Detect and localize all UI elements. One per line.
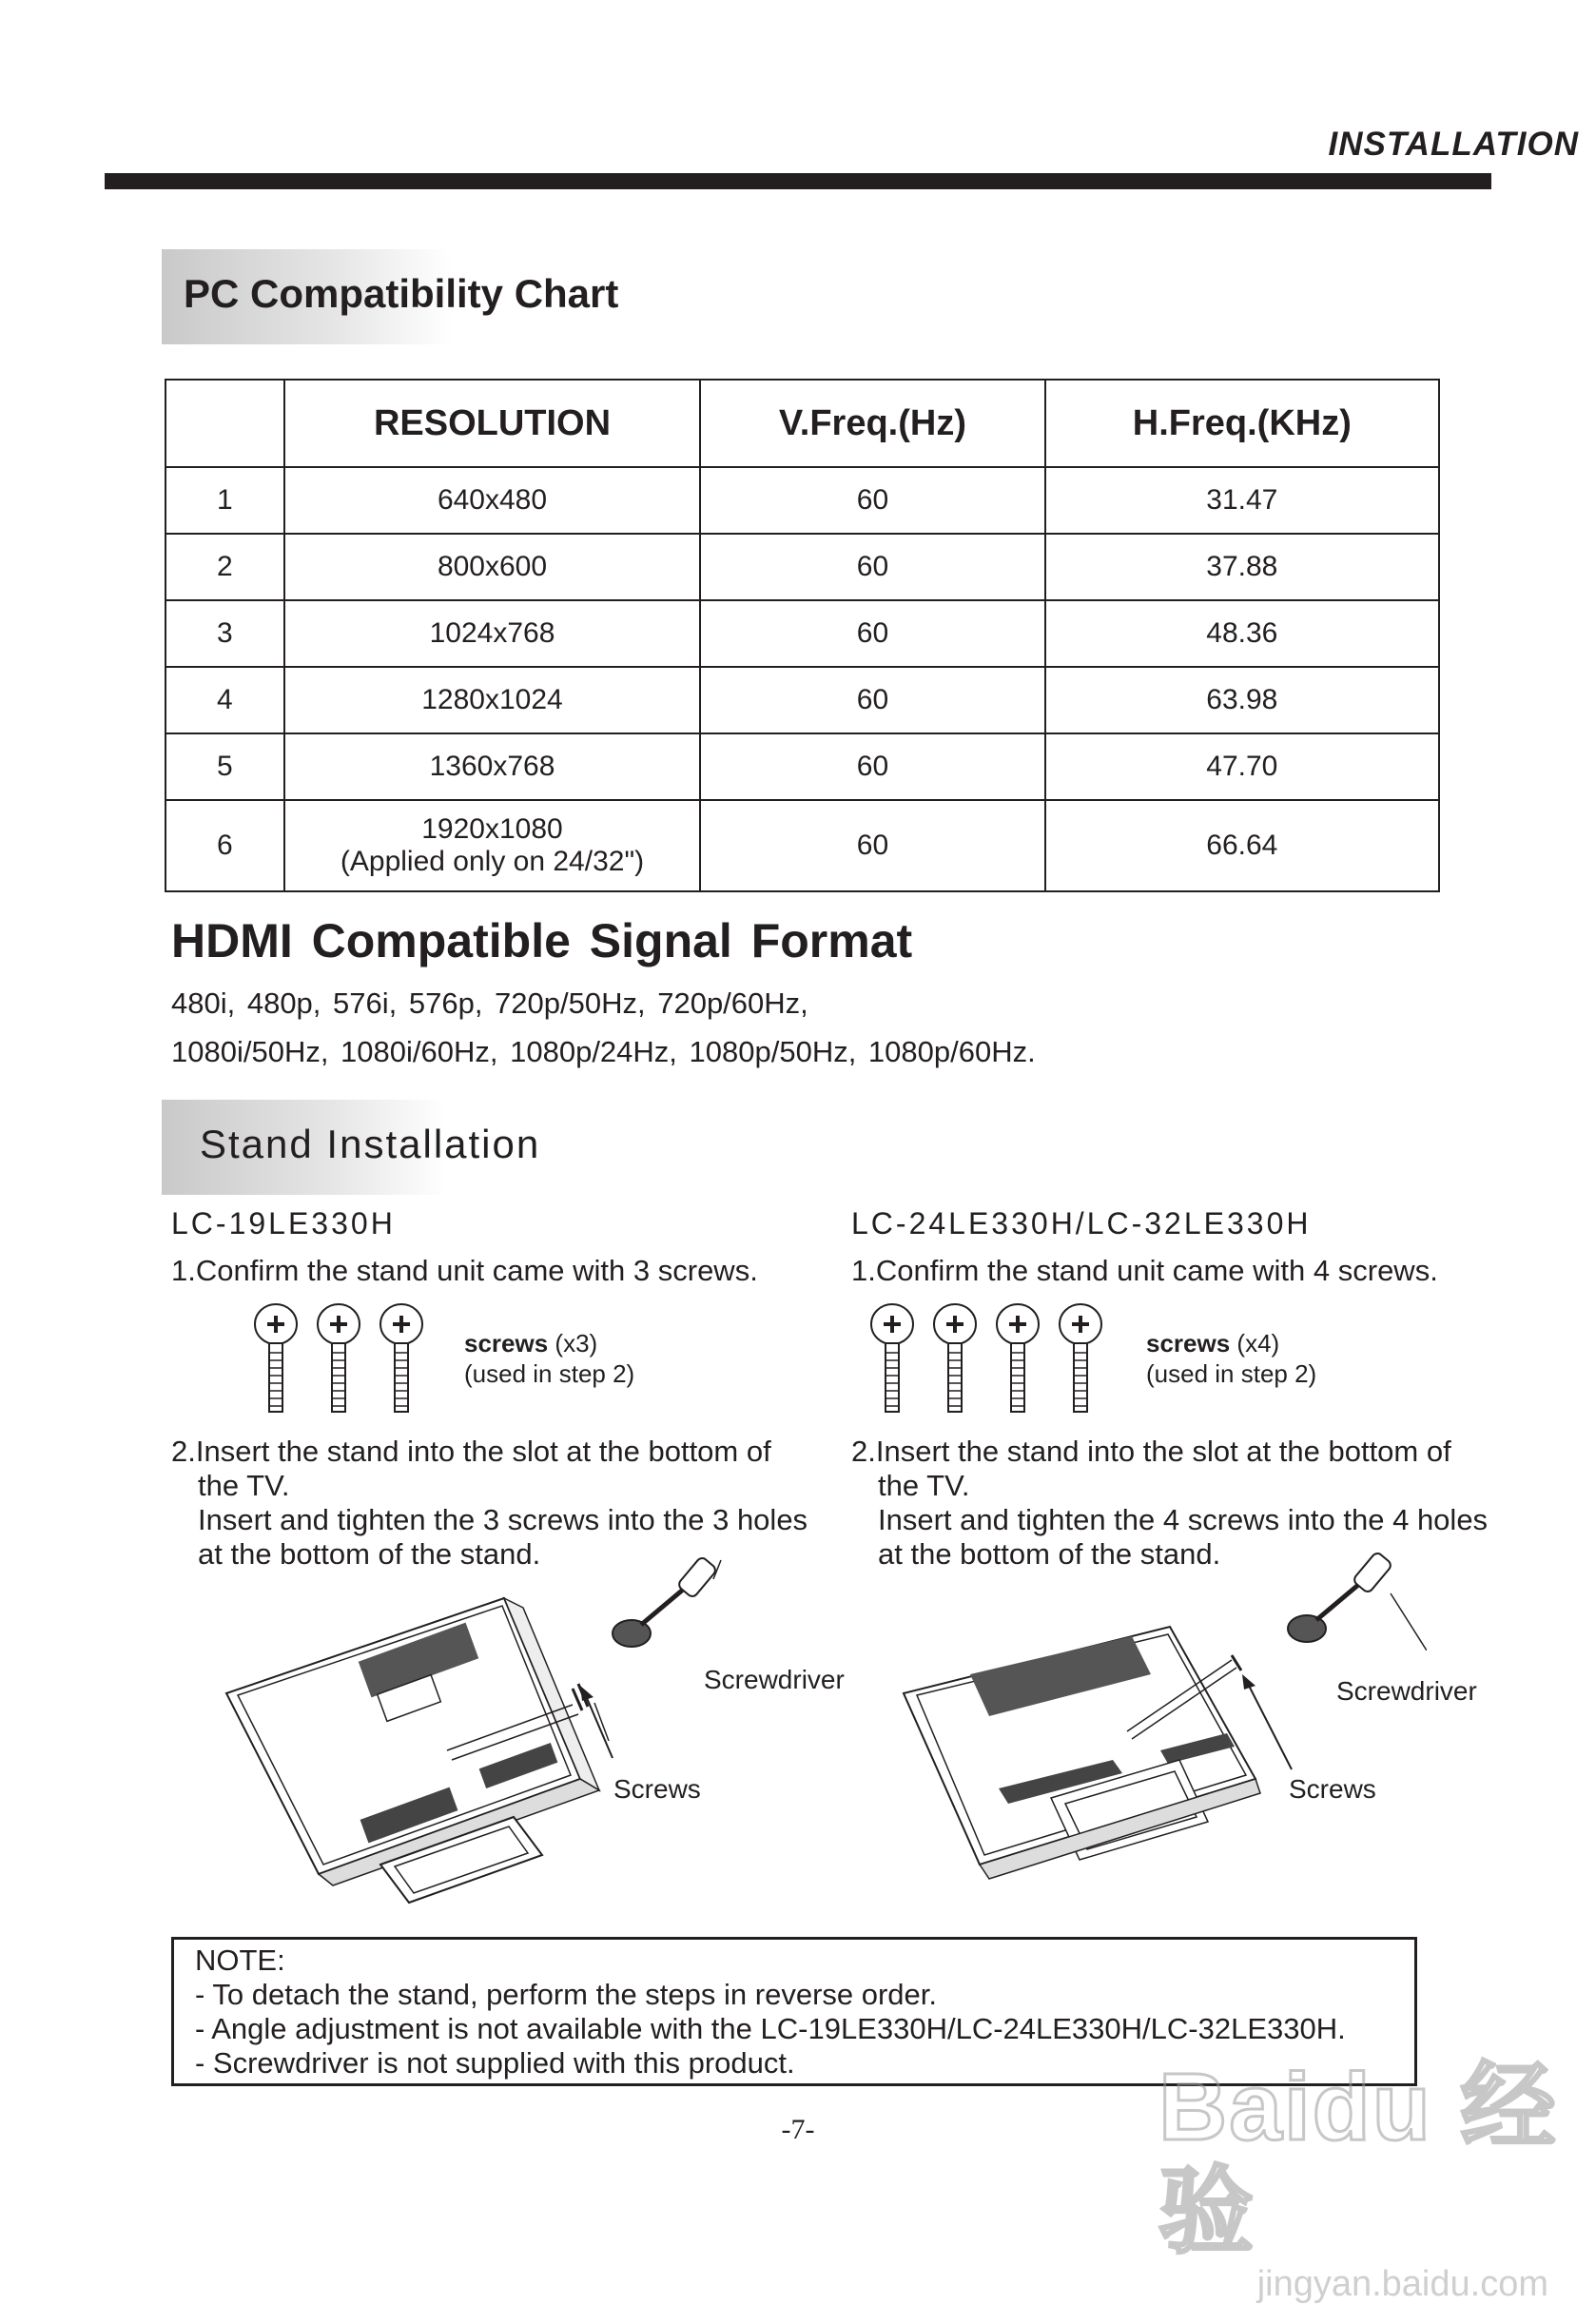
pc-compatibility-table bbox=[165, 379, 1440, 892]
right-screw-use: (used in step 2) bbox=[1146, 1359, 1317, 1388]
row-number: 1 bbox=[165, 467, 284, 534]
row-number: 4 bbox=[165, 667, 284, 733]
row-resolution: 800x600 bbox=[284, 534, 701, 600]
right-screw-count: (x4) bbox=[1230, 1329, 1280, 1358]
row-hfreq: 47.70 bbox=[1045, 733, 1439, 800]
screw-icon bbox=[871, 1304, 913, 1412]
model-left: LC-19LE330H bbox=[171, 1206, 396, 1240]
hdmi-formats-line-2: 1080i/50Hz, 1080i/60Hz, 1080p/24Hz, 1080p/50Hz, 1080p/60Hz. bbox=[171, 1035, 1036, 1068]
row-hfreq: 31.47 bbox=[1045, 467, 1439, 534]
row-vfreq: 60 bbox=[700, 733, 1044, 800]
row-number: 2 bbox=[165, 534, 284, 600]
row-vfreq: 60 bbox=[700, 800, 1044, 891]
left-step2-line2: the TV. bbox=[198, 1469, 290, 1502]
left-step2-line3: Insert and tighten the 3 screws into the 3 holes bbox=[198, 1503, 808, 1536]
row-vfreq: 60 bbox=[700, 534, 1044, 600]
table-row bbox=[165, 800, 1439, 891]
left-screw-use: (used in step 2) bbox=[464, 1359, 635, 1388]
table-row bbox=[165, 467, 1439, 534]
row-resolution: 1360x768 bbox=[284, 733, 701, 800]
watermark-url: jingyan.baidu.com bbox=[1256, 2264, 1548, 2304]
row-hfreq: 63.98 bbox=[1045, 667, 1439, 733]
screw-icon bbox=[380, 1304, 422, 1412]
screw-icon bbox=[318, 1304, 360, 1412]
hdmi-title: HDMI Compatible Signal Format bbox=[171, 914, 913, 967]
screw-icon bbox=[997, 1304, 1039, 1412]
left-screw-label bbox=[464, 1328, 634, 1389]
note-line: - To detach the stand, perform the steps in reverse order. bbox=[195, 1978, 938, 2011]
row-resolution: 1280x1024 bbox=[284, 667, 701, 733]
table-header-row bbox=[165, 380, 1439, 467]
right-step2-line1: 2.Insert the stand into the slot at the bottom of bbox=[851, 1435, 1451, 1468]
right-step1: 1.Confirm the stand unit came with 4 screws. bbox=[851, 1254, 1438, 1287]
column-header-vfreq: V.Freq.(Hz) bbox=[700, 380, 1044, 467]
left-screws-arrow-icon bbox=[571, 1684, 628, 1769]
right-callout-screws: Screws bbox=[1289, 1774, 1376, 1804]
table-row bbox=[165, 534, 1439, 600]
row-number: 5 bbox=[165, 733, 284, 800]
row-vfreq: 60 bbox=[700, 667, 1044, 733]
section-header: INSTALLATION bbox=[1328, 126, 1579, 163]
left-step2-line4: at the bottom of the stand. bbox=[198, 1537, 541, 1571]
column-header-resolution: RESOLUTION bbox=[284, 380, 701, 467]
model-right: LC-24LE330H/LC-32LE330H bbox=[851, 1206, 1312, 1240]
right-screws-illustration bbox=[856, 1303, 1113, 1417]
row-hfreq: 48.36 bbox=[1045, 600, 1439, 667]
row-hfreq: 66.64 bbox=[1045, 800, 1439, 891]
column-header-hfreq: H.Freq.(KHz) bbox=[1045, 380, 1439, 467]
right-step2-line2: the TV. bbox=[878, 1469, 970, 1502]
left-screws-illustration bbox=[249, 1303, 439, 1417]
row-resolution: 640x480 bbox=[284, 467, 701, 534]
left-step1: 1.Confirm the stand unit came with 3 screws. bbox=[171, 1254, 758, 1287]
left-callout-screws: Screws bbox=[613, 1774, 701, 1804]
row-resolution-note: (Applied only on 24/32") bbox=[340, 846, 645, 877]
right-screw-bold: screws bbox=[1146, 1329, 1231, 1358]
row-resolution-cell bbox=[284, 800, 701, 891]
note-line: - Angle adjustment is not available with the LC-19LE330H/LC-24LE330H/LC-32LE330H. bbox=[195, 2012, 1346, 2045]
baidu-watermark bbox=[1158, 2054, 1558, 2304]
right-step2-line3: Insert and tighten the 4 screws into the 4 holes bbox=[878, 1503, 1489, 1536]
screw-icon bbox=[934, 1304, 976, 1412]
left-step2-line1: 2.Insert the stand into the slot at the bottom of bbox=[171, 1435, 771, 1468]
stand-installation-title: Stand Installation bbox=[200, 1122, 541, 1166]
table-row bbox=[165, 733, 1439, 800]
row-vfreq: 60 bbox=[700, 600, 1044, 667]
row-resolution: 1024x768 bbox=[284, 600, 701, 667]
column-header-number bbox=[165, 380, 284, 467]
right-screwdriver-icon bbox=[1284, 1546, 1427, 1651]
table-row bbox=[165, 667, 1439, 733]
row-vfreq: 60 bbox=[700, 467, 1044, 534]
header-rule bbox=[105, 173, 1491, 189]
left-callout-screwdriver: Screwdriver bbox=[704, 1665, 845, 1694]
right-screw-label bbox=[1146, 1328, 1316, 1389]
hdmi-formats-line-1: 480i, 480p, 576i, 576p, 720p/50Hz, 720p/60Hz, bbox=[171, 986, 808, 1020]
left-screw-bold: screws bbox=[464, 1329, 549, 1358]
row-resolution: 1920x1080 bbox=[421, 813, 563, 845]
left-screw-count: (x3) bbox=[548, 1329, 598, 1358]
row-hfreq: 37.88 bbox=[1045, 534, 1439, 600]
right-tv-back-illustration bbox=[894, 1617, 1294, 1903]
right-step2-line4: at the bottom of the stand. bbox=[878, 1537, 1221, 1571]
row-number: 3 bbox=[165, 600, 284, 667]
pc-chart-title: PC Compatibility Chart bbox=[184, 271, 619, 316]
note-heading: NOTE: bbox=[195, 1944, 285, 1977]
right-callout-screwdriver: Screwdriver bbox=[1336, 1676, 1477, 1706]
watermark-brand: Baidu 经验 bbox=[1158, 2054, 1558, 2265]
left-tv-back-illustration bbox=[219, 1551, 866, 1912]
page-number: -7- bbox=[781, 2114, 815, 2145]
left-screwdriver-icon bbox=[609, 1551, 751, 1655]
right-screws-arrow-icon bbox=[1236, 1674, 1313, 1779]
table-row bbox=[165, 600, 1439, 667]
screw-icon bbox=[255, 1304, 297, 1412]
note-line: - Screwdriver is not supplied with this product. bbox=[195, 2046, 795, 2080]
row-number: 6 bbox=[165, 800, 284, 891]
screw-icon bbox=[1060, 1304, 1101, 1412]
